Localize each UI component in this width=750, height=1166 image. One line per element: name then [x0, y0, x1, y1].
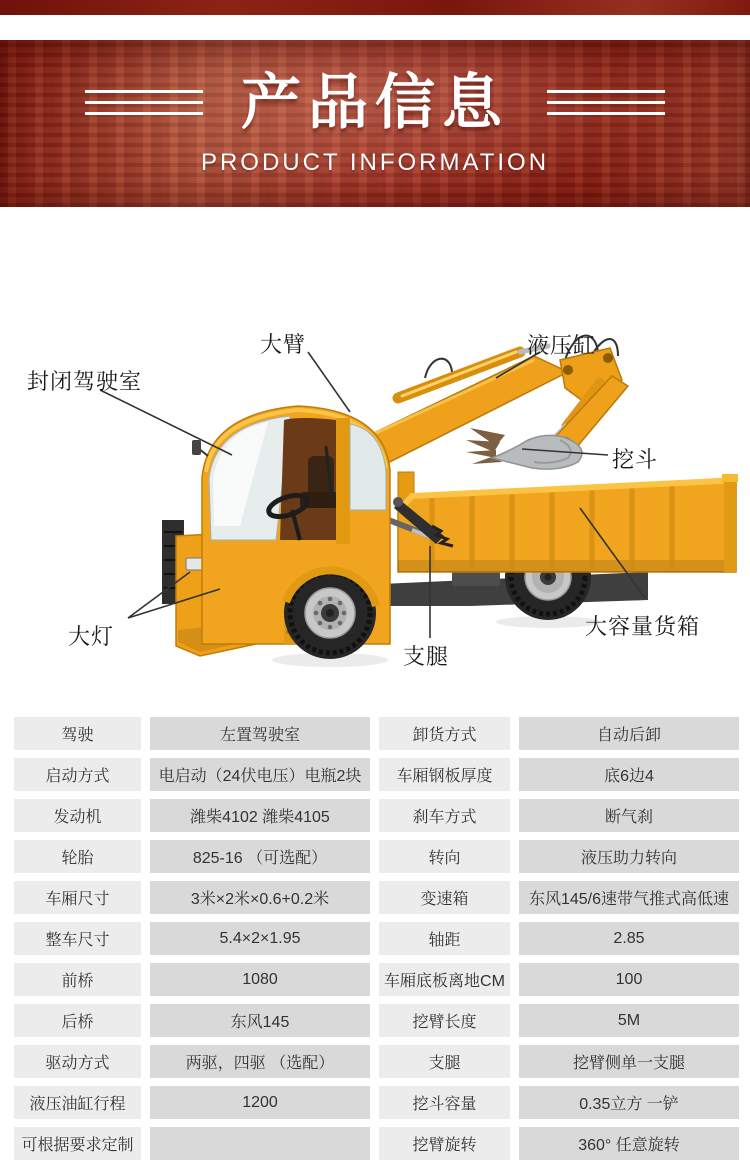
- banner-lines-right-icon: [547, 90, 665, 115]
- spec-key-cell: 车厢尺寸: [14, 881, 141, 914]
- spec-key-cell: 整车尺寸: [14, 922, 141, 955]
- spec-key-cell: 轮胎: [14, 840, 141, 873]
- spec-key-cell: 轴距: [379, 922, 510, 955]
- label-cargo-box: 大容量货箱: [585, 614, 701, 639]
- spec-row: [14, 922, 750, 955]
- spec-key-cell: 驱动方式: [14, 1045, 141, 1078]
- spec-value-cell: 东风145/6速带气推式高低速: [519, 881, 739, 914]
- spec-key-cell: 后桥: [14, 1004, 141, 1037]
- banner-lines-left-icon: [85, 90, 203, 115]
- spec-value-cell: 825-16 （可选配）: [150, 840, 370, 873]
- label-hydraulic-cylinder: 液压缸: [527, 333, 597, 358]
- top-strip: [0, 0, 750, 15]
- spec-table: [0, 717, 750, 1160]
- spec-row: [14, 963, 750, 996]
- spec-key-cell: 挖臂长度: [379, 1004, 510, 1037]
- spec-value-cell: [150, 1127, 370, 1160]
- spec-key-cell: 刹车方式: [379, 799, 510, 832]
- spec-key-cell: 卸货方式: [379, 717, 510, 750]
- label-headlight: 大灯: [68, 624, 115, 649]
- spec-row: [14, 840, 750, 873]
- spec-value-cell: 1080: [150, 963, 370, 996]
- spec-key-cell: 液压油缸行程: [14, 1086, 141, 1119]
- side-mirror: [192, 440, 201, 455]
- spec-value-cell: 自动后卸: [519, 717, 739, 750]
- spec-value-cell: 东风145: [150, 1004, 370, 1037]
- spec-value-cell: 3米×2米×0.6+0.2米: [150, 881, 370, 914]
- callout-line-boom: [308, 352, 350, 412]
- spec-key-cell: 转向: [379, 840, 510, 873]
- spec-row: [14, 717, 750, 750]
- spec-key-cell: 可根据要求定制: [14, 1127, 141, 1160]
- spec-key-cell: 车厢钢板厚度: [379, 758, 510, 791]
- spec-value-cell: 挖臂侧单一支腿: [519, 1045, 739, 1078]
- spec-value-cell: 左置驾驶室: [150, 717, 370, 750]
- banner: [0, 40, 750, 207]
- spec-value-cell: 液压助力转向: [519, 840, 739, 873]
- spec-value-cell: 5.4×2×1.95: [150, 922, 370, 955]
- spec-value-cell: 1200: [150, 1086, 370, 1119]
- spec-value-cell: 潍柴4102 潍柴4105: [150, 799, 370, 832]
- front-wheel: [284, 567, 376, 659]
- spec-value-cell: 2.85: [519, 922, 739, 955]
- spec-key-cell: 变速箱: [379, 881, 510, 914]
- spec-key-cell: 前桥: [14, 963, 141, 996]
- spec-row: [14, 1127, 750, 1160]
- spec-value-cell: 电启动（24伏电压）电瓶2块: [150, 758, 370, 791]
- spec-value-cell: 0.35立方 一铲: [519, 1086, 739, 1119]
- cargo-box: [398, 472, 738, 572]
- headlight-left: [186, 558, 203, 570]
- spec-row: [14, 758, 750, 791]
- spec-value-cell: 两驱，四驱 （选配）: [150, 1045, 370, 1078]
- spec-value-cell: 5M: [519, 1004, 739, 1037]
- spec-row: [14, 799, 750, 832]
- banner-title-row: [85, 68, 665, 136]
- spec-value-cell: 断气刹: [519, 799, 739, 832]
- spec-key-cell: 发动机: [14, 799, 141, 832]
- banner-title: 产品信息: [241, 68, 509, 136]
- label-outrigger: 支腿: [403, 644, 450, 669]
- label-bucket: 挖斗: [612, 447, 659, 472]
- spec-row: [14, 1045, 750, 1078]
- callout-line-enclosed-cab: [100, 390, 232, 455]
- spec-value-cell: 360° 任意旋转: [519, 1127, 739, 1160]
- spec-row: [14, 1004, 750, 1037]
- banner-subtitle: PRODUCT INFORMATION: [200, 148, 550, 176]
- product-diagram: [0, 207, 750, 717]
- spec-value-cell: 底6边4: [519, 758, 739, 791]
- spec-key-cell: 支腿: [379, 1045, 510, 1078]
- spec-row: [14, 881, 750, 914]
- spec-key-cell: 启动方式: [14, 758, 141, 791]
- spec-row: [14, 1086, 750, 1119]
- label-enclosed-cab: 封闭驾驶室: [27, 369, 143, 394]
- label-boom: 大臂: [260, 332, 307, 357]
- spec-key-cell: 挖臂旋转: [379, 1127, 510, 1160]
- spec-key-cell: 驾驶: [14, 717, 141, 750]
- spec-key-cell: 车厢底板离地CM: [379, 963, 510, 996]
- spec-key-cell: 挖斗容量: [379, 1086, 510, 1119]
- spec-value-cell: 100: [519, 963, 739, 996]
